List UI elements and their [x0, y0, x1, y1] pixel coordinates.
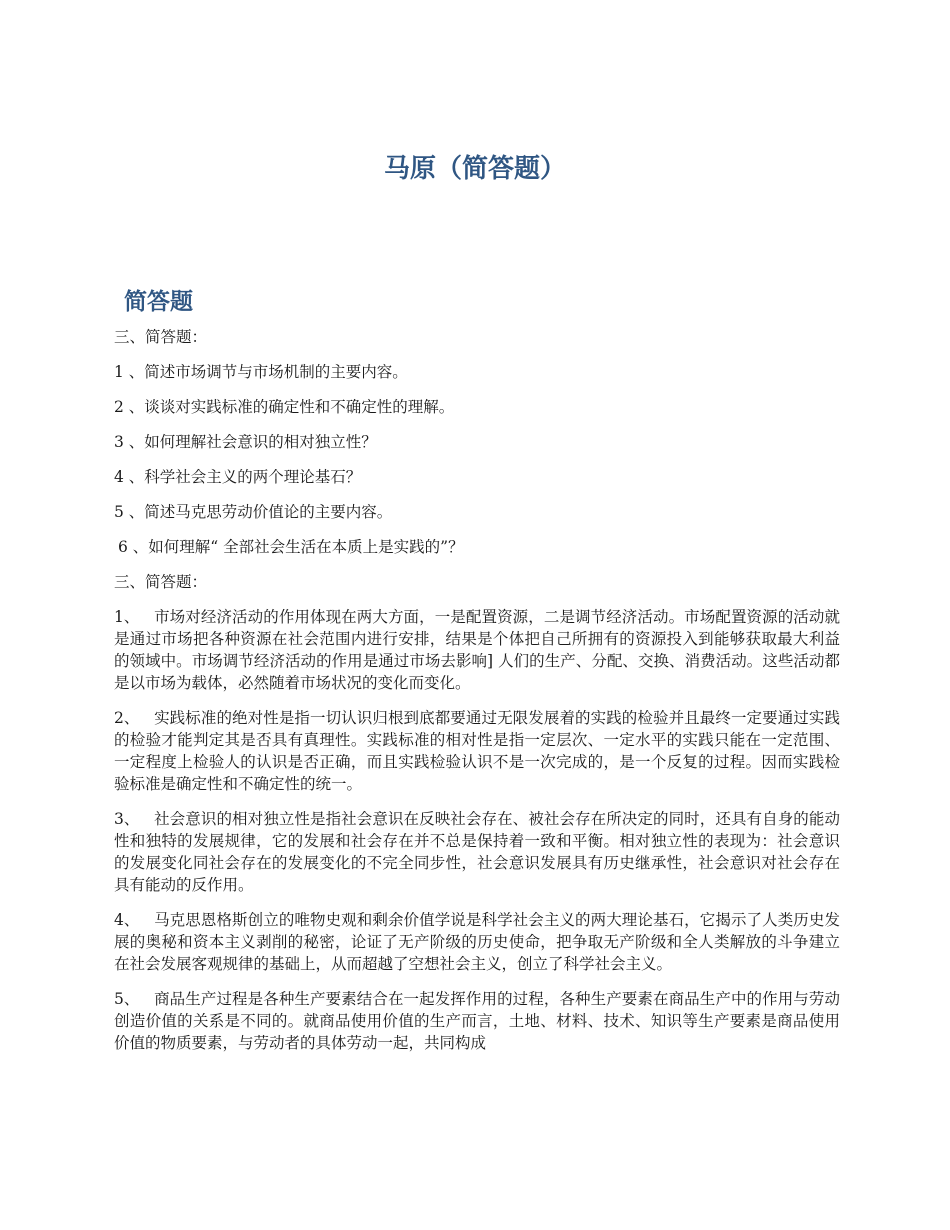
answer-text: 马克思恩格斯创立的唯物史观和剩余价值学说是科学社会主义的两大理论基石，它揭示了人类历史发展的奥秘和资本主义剥削的秘密，论证了无产阶级的历史使命，把争取无产阶级和全人类解放的斗争建立在社会发展客观规律的基础上，从而超越了空想社会主义，创立了科学社会主义。	[114, 911, 840, 973]
question-item: 1 、简述市场调节与市场机制的主要内容。	[114, 363, 408, 381]
questions-header: 三、简答题：	[114, 328, 208, 346]
answer-number: 4、	[114, 911, 140, 929]
document-body	[114, 326, 840, 1067]
answer-number: 1、	[114, 608, 140, 626]
answer-paragraph	[114, 808, 840, 896]
answer-number: 5、	[114, 990, 140, 1008]
question-item: 5 、简述马克思劳动价值论的主要内容。	[114, 503, 393, 521]
answer-text: 社会意识的相对独立性是指社会意识在反映社会存在、被社会存在所决定的同时，还具有自身的能动性和独特的发展规律，它的发展和社会存在并不总是保持着一致和平衡。相对独立性的表现为：社会意识的发展变化同社会存在的发展变化的不完全同步性，社会意识发展具有历史继承性，社会意识对社会存在具有能动的反作用。	[114, 810, 840, 894]
document-title: 马原（简答题）	[383, 154, 566, 184]
answer-paragraph	[114, 707, 840, 795]
answer-paragraph	[114, 909, 840, 975]
answers-header: 三、简答题：	[114, 573, 208, 591]
question-item: 2 、谈谈对实践标准的确定性和不确定性的理解。	[114, 398, 455, 416]
question-item: 4 、科学社会主义的两个理论基石？	[114, 468, 362, 486]
question-item: 6 、如何理解“ 全部社会生活在本质上是实践的”？	[118, 538, 464, 556]
answer-number: 2、	[114, 709, 140, 727]
question-item: 3 、如何理解社会意识的相对独立性？	[114, 433, 377, 451]
answer-text: 市场对经济活动的作用体现在两大方面，一是配置资源，二是调节经济活动。市场配置资源的活动就是通过市场把各种资源在社会范围内进行安排，结果是个体把自己所拥有的资源投入到能够获取最大利益的领域中。市场调节经济活动的作用是通过市场去影响] 人们的生产、分配、交换、消费活动。这些活动都是以市场为载体，必然随着市场状况的变化而变化。	[114, 608, 840, 692]
answer-text: 实践标准的绝对性是指一切认识归根到底都要通过无限发展着的实践的检验并且最终一定要通过实践的检验才能判定其是否具有真理性。实践标准的相对性是指一定层次、一定水平的实践只能在一定范围、一定程度上检验人的认识是否正确，而且实践检验认识不是一次完成的，是一个反复的过程。因而实践检验标准是确定性和不确定性的统一。	[114, 709, 840, 793]
answer-text: 商品生产过程是各种生产要素结合在一起发挥作用的过程，各种生产要素在商品生产中的作用与劳动创造价值的关系是不同的。就商品使用价值的生产而言，土地、材料、技术、知识等生产要素是商品使用价值的物质要素，与劳动者的具体劳动一起，共同构成	[114, 990, 840, 1052]
section-heading: 简答题	[124, 289, 193, 315]
answer-paragraph	[114, 988, 840, 1054]
answer-paragraph	[114, 606, 840, 694]
answer-number: 3、	[114, 810, 140, 828]
